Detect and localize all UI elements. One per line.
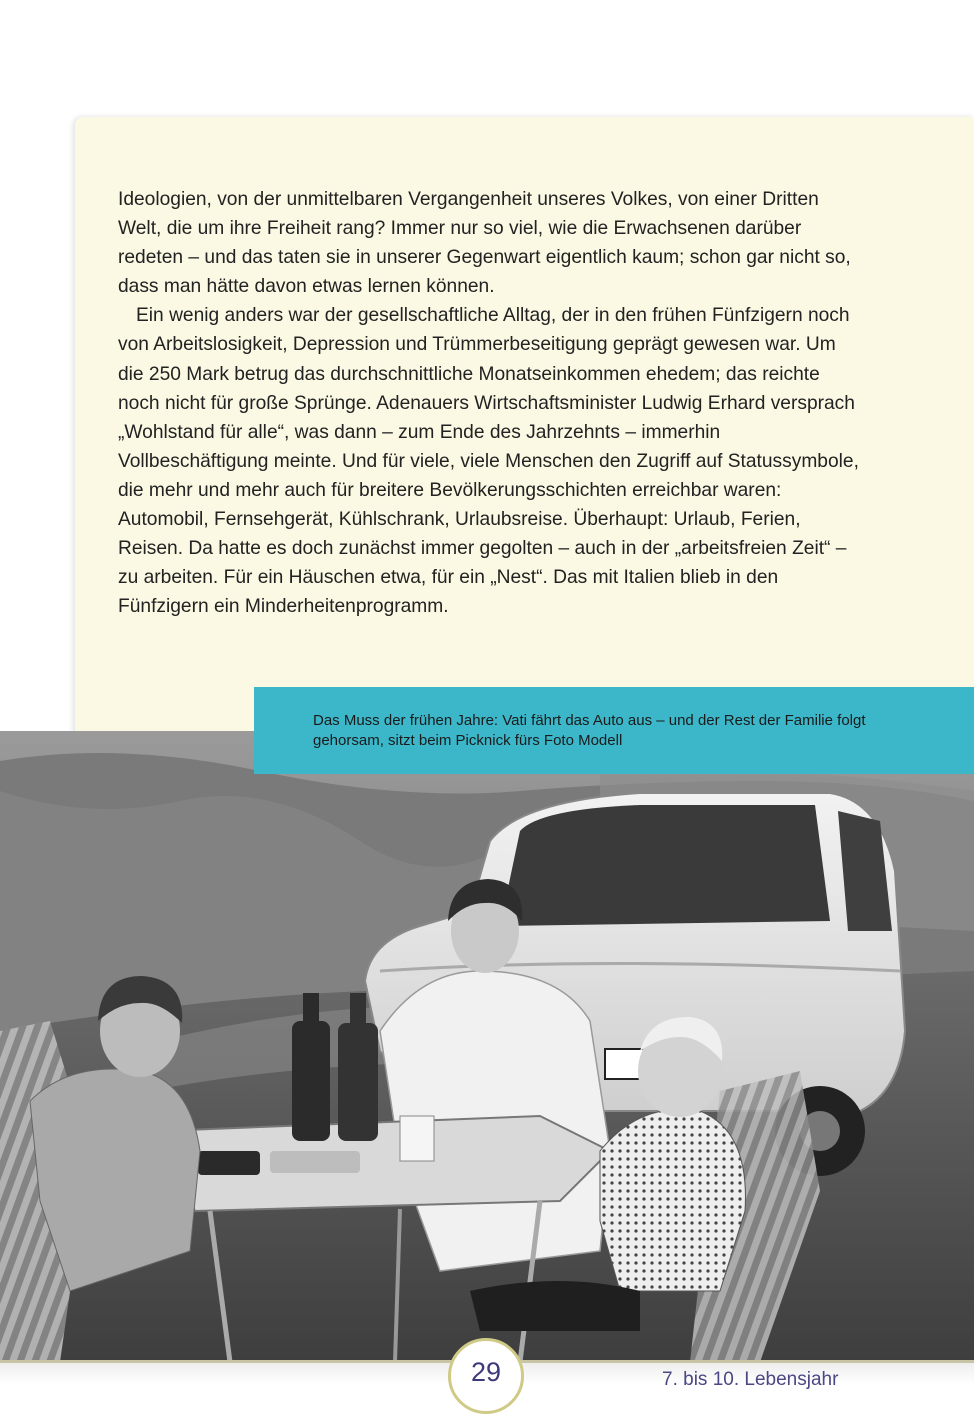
running-head: 7. bis 10. Lebensjahr [662, 1369, 839, 1390]
paragraph-1: Ideologien, von der unmittelbaren Vergangenheit unseres Volkes, von einer Dritten Welt, die um ihre Freiheit rang? Immer nur so viel, wie die Erwachsenen darüber redeten – und das taten sie in unserer Gegenwart eigentlich kaum; schon gar nicht so, dass man hätte davon etwas lernen können. [118, 189, 851, 298]
caption-text: Das Muss der frühen Jahre: Vati fährt das Auto aus – und der Rest der Familie folgt gehorsam, sitzt beim Picknick fürs Foto Modell [313, 712, 866, 749]
body-text [118, 185, 863, 621]
page-number: 29 [470, 1357, 502, 1387]
family-picnic-photo [0, 731, 974, 1362]
paragraph-2: Ein wenig anders war der gesellschaftliche Alltag, der in den frühen Fünfzigern noch von Arbeitslosigkeit, Depression und Trümmerbeseitigung geprägt gewesen war. Um die 250 Mark betrug das durchschnittliche Monatseinkommen ehedem; das reichte noch nicht für große Sprünge. Adenauers Wirtschaftsminister Ludwig Erhard versprach „Wohlstand für alle“, was dann – zum Ende des Jahrzehnts – immerhin Vollbeschäftigung meinte. Und für viele, viele Menschen den Zugriff auf Statussymbole, die mehr und mehr auch für breitere Bevölkerungsschichten erreichbar waren: Automobil, Fernsehgerät, Kühlschrank, Urlaubsreise. Überhaupt: Urlaub, Ferien, Reisen. Da hatte es doch zunächst immer gegolten – auch in der „arbeitsfreien Zeit“ – zu arbeiten. Für ein Häuschen etwa, für ein „Nest“. Das mit Italien blieb in den Fünfzigern ein Minderheitenprogramm. [118, 305, 859, 618]
caption-box [254, 687, 974, 774]
